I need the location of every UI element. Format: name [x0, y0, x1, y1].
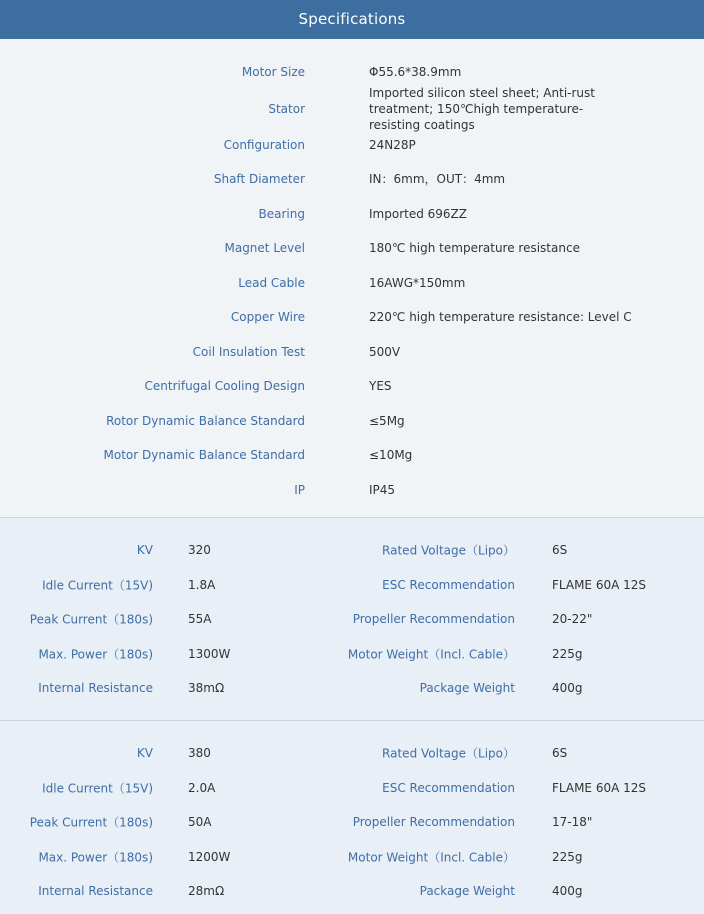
- variant-label: ESC Recommendation: [382, 577, 515, 592]
- variant-value: 400g: [552, 884, 583, 899]
- spec-row: [0, 473, 704, 508]
- variant-row: [0, 805, 704, 840]
- variant-value: FLAME 60A 12S: [552, 780, 647, 795]
- variant-label: Rated Voltage（Lipo）: [382, 543, 515, 558]
- variant-row: [0, 671, 704, 706]
- variant-value: 17-18": [552, 815, 593, 830]
- spec-label: Coil Insulation Test: [192, 344, 305, 359]
- variant-value: 6S: [552, 543, 568, 558]
- variant-label: Internal Resistance: [38, 884, 153, 899]
- spec-label: Magnet Level: [224, 241, 305, 256]
- spec-label: Rotor Dynamic Balance Standard: [106, 413, 305, 428]
- variant-label: Motor Weight（Incl. Cable）: [347, 647, 515, 662]
- spec-label: Bearing: [258, 206, 305, 221]
- variant-label: Idle Current（15V): [42, 578, 153, 593]
- variant-value: 6S: [552, 746, 568, 761]
- spec-label: IP: [294, 482, 305, 497]
- variant-label: Peak Current（180s): [29, 612, 153, 627]
- variant-value: 1200W: [188, 849, 231, 864]
- spec-label: Shaft Diameter: [213, 172, 305, 187]
- variant-row: [0, 533, 704, 568]
- variant-specs-kv380: [0, 721, 704, 914]
- variant-label: Idle Current（15V): [42, 781, 153, 796]
- variant-label: Internal Resistance: [38, 681, 153, 696]
- spec-row: [0, 335, 704, 370]
- variant-value: 20-22": [552, 612, 593, 627]
- variant-label: KV: [136, 746, 153, 761]
- spec-value: 16AWG*150mm: [369, 275, 466, 290]
- spec-row: [0, 85, 704, 132]
- spec-row: [0, 162, 704, 197]
- variant-label: Motor Weight（Incl. Cable）: [347, 850, 515, 865]
- variant-value: 50A: [188, 815, 212, 830]
- variant-label: Propeller Recommendation: [352, 815, 515, 830]
- spec-row: [0, 197, 704, 232]
- spec-label: Motor Dynamic Balance Standard: [103, 448, 305, 463]
- spec-row: [0, 266, 704, 301]
- spec-row: [0, 300, 704, 335]
- spec-value: Φ55.6*38.9mm: [369, 65, 462, 80]
- variant-label: Package Weight: [419, 681, 515, 696]
- variant-value: 320: [188, 543, 211, 558]
- page-header: [0, 0, 704, 39]
- spec-value: ≤5Mg: [369, 413, 405, 428]
- spec-label: Motor Size: [241, 65, 305, 80]
- spec-row: [0, 438, 704, 473]
- variant-label: KV: [136, 543, 153, 558]
- variant-row: [0, 568, 704, 603]
- variant-value: 55A: [188, 612, 212, 627]
- variant-label: ESC Recommendation: [382, 780, 515, 795]
- variant-label: Max. Power（180s): [38, 647, 153, 662]
- spec-row: [0, 231, 704, 266]
- spec-value: 180℃ high temperature resistance: [369, 241, 580, 256]
- variant-label: Peak Current（180s): [29, 815, 153, 830]
- variant-row: [0, 840, 704, 875]
- spec-value: ≤10Mg: [369, 448, 413, 463]
- variant-specs-kv320: [0, 518, 704, 721]
- variant-row: [0, 771, 704, 806]
- variant-label: Rated Voltage（Lipo）: [382, 746, 515, 761]
- variant-value: 1.8A: [188, 577, 216, 592]
- variant-row: [0, 637, 704, 672]
- spec-value: 500V: [369, 344, 401, 359]
- spec-label: Copper Wire: [230, 310, 305, 325]
- spec-label: Stator: [268, 101, 305, 116]
- spec-value: 24N28P: [369, 137, 416, 152]
- variant-row: [0, 874, 704, 909]
- spec-label: Centrifugal Cooling Design: [144, 379, 305, 394]
- variant-value: 225g: [552, 849, 583, 864]
- general-specs-section: [0, 39, 704, 518]
- page-title: Specifications: [298, 10, 406, 28]
- spec-value: YES: [369, 379, 392, 394]
- variant-row: [0, 602, 704, 637]
- spec-label: Configuration: [223, 137, 305, 152]
- variant-row: [0, 736, 704, 771]
- variant-value: 225g: [552, 646, 583, 661]
- spec-value: Imported 696ZZ: [369, 206, 467, 221]
- variant-value: 400g: [552, 681, 583, 696]
- spec-value: Imported silicon steel sheet; Anti-rust treatment; 150℃high temperature-resisting coatings: [369, 85, 595, 132]
- variant-label: Propeller Recommendation: [352, 612, 515, 627]
- variant-value: 38mΩ: [188, 681, 225, 696]
- spec-row: [0, 404, 704, 439]
- variant-value: FLAME 60A 12S: [552, 577, 647, 592]
- variant-label: Max. Power（180s): [38, 850, 153, 865]
- variant-value: 28mΩ: [188, 884, 225, 899]
- spec-value: IP45: [369, 482, 396, 497]
- variant-value: 380: [188, 746, 211, 761]
- spec-label: Lead Cable: [238, 275, 305, 290]
- variant-value: 2.0A: [188, 780, 216, 795]
- variant-label: Package Weight: [419, 884, 515, 899]
- spec-row: [0, 369, 704, 404]
- spec-value: 220℃ high temperature resistance: Level C: [369, 310, 632, 325]
- variant-value: 1300W: [188, 646, 231, 661]
- spec-value: IN：6mm，OUT：4mm: [369, 172, 506, 187]
- spec-row: [0, 128, 704, 163]
